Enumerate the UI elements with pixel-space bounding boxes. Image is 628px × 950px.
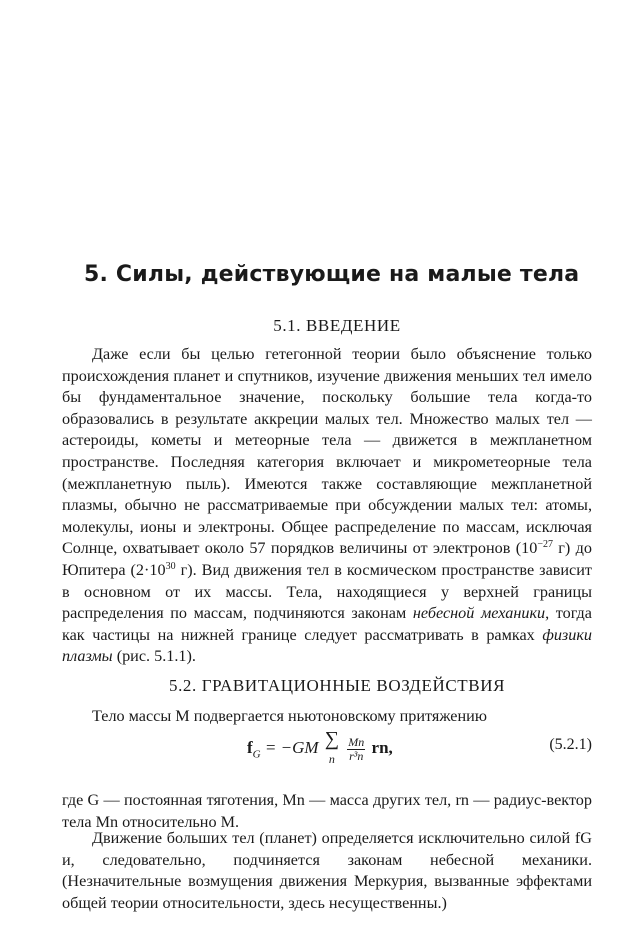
sigma-symbol: ∑ bbox=[324, 728, 340, 750]
intro-text-b: г) до Юпитера (2·10 bbox=[62, 539, 592, 579]
equation-5-2-1 bbox=[62, 728, 592, 782]
equation-gm: = −GM bbox=[264, 737, 319, 757]
introduction-paragraph bbox=[62, 344, 592, 668]
section-title-introduction: 5.1. ВВЕДЕНИЕ bbox=[273, 316, 401, 335]
equation-number: (5.2.1) bbox=[549, 736, 592, 753]
fraction-denominator: r³n bbox=[349, 748, 364, 763]
force-subscript: G bbox=[252, 748, 261, 761]
intro-text-a: Даже если бы целью гетегонной теории было объяснение только происхождения планет и спутников, изучение движения меньших тел имело бы фундаментальное значение, поскольку большие тела когда-то образовались в результате аккреции малых тел. Множество малых тел — астероиды, кометы и метеорные тела — движется в межпланетном пространстве. Последняя категория включает и микрометеорные тела (межпланетную пыль). Имеются также составляющие межпланетной плазмы, обычно не рассматриваемые при обсуждении малых тел: атомы, молекулы, ионы и электроны. Общее распределение по массам, исключая Солнце, охватывает около 57 порядков величины от электронов (10 bbox=[62, 345, 592, 558]
equation-body bbox=[247, 728, 393, 766]
force-symbol: f bbox=[247, 737, 253, 757]
intro-text-d: , тогда как частицы на нижней границе следует рассматривать в рамках bbox=[62, 604, 592, 644]
exponent-jupiter: 30 bbox=[165, 560, 176, 572]
section-title-gravitational: 5.2. ГРАВИТАЦИОННЫЕ ВОЗДЕЙСТВИЯ bbox=[168, 676, 506, 695]
term-plasma-physics: физики плазмы bbox=[62, 625, 592, 666]
planet-motion-paragraph: Движение больших тел (планет) определяется исключительно силой fG и, следовательно, подчиняется законам небесной механики. (Незначительные возмущения движения Меркурия, вызванные эффектами общей теории относительности, здесь несущественны.) bbox=[62, 829, 592, 912]
term-celestial-mechanics: небесной механики bbox=[412, 604, 546, 623]
exponent-electron: −27 bbox=[537, 539, 553, 551]
intro-text-e: (рис. 5.1.1). bbox=[112, 647, 196, 666]
chapter-title: 5. Силы, действующие на малые тела bbox=[84, 262, 580, 287]
formula-explanation-paragraph: где G — постоянная тяготения, Mn — масса других тел, rn — радиус-вектор тела Mn относительно M. bbox=[62, 791, 592, 831]
sum-index: n bbox=[328, 752, 335, 766]
gravity-intro-paragraph: Тело массы M подвергается ньютоновскому притяжению bbox=[92, 707, 487, 725]
fraction-numerator: Mn bbox=[348, 734, 365, 749]
sum-operator bbox=[324, 728, 340, 766]
intro-text-c: г). Вид движения тел в космическом пространстве зависит в основном от их массы. Тела, находящиеся у верхней границы распределения по массам, подчиняются законам bbox=[62, 560, 592, 623]
radius-vector: rn, bbox=[371, 737, 393, 757]
mass-over-r3-fraction bbox=[347, 736, 365, 763]
